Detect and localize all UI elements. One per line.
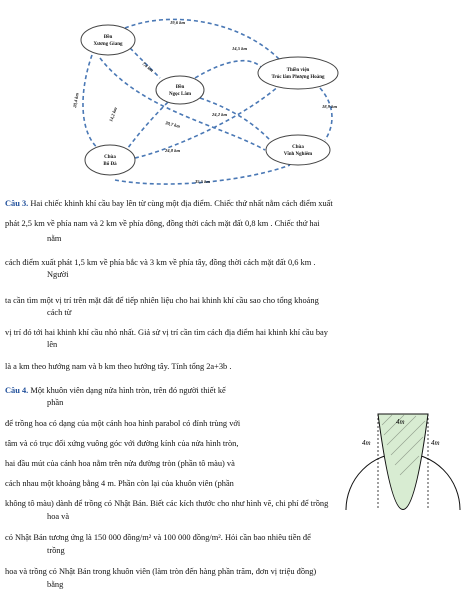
cau3-line-2-wrap: nằm: [47, 234, 62, 243]
places-graph: [0, 0, 461, 190]
cau3-line-2: phát 2,5 km về phía nam và 2 km về phía đông, đồng thời cách mặt đất 0,8 km . Chiếc thứ hai: [5, 219, 320, 228]
node-label: Xương Giang: [93, 42, 123, 47]
cau4-line-8: hoa và trồng cỏ Nhật Bản trong khuôn viên (làm tròn đến hàng phần trăm, đơn vị triệu đồng): [5, 567, 317, 576]
edge-xg-bd: [83, 55, 100, 150]
cau4-line-1-wrap: phần: [47, 398, 64, 407]
edge-tv-vn: [320, 88, 332, 140]
edge-nl-bd: [125, 102, 168, 152]
edge-nl-vn: [200, 98, 270, 140]
cau3-line-4-wrap: cách từ: [47, 308, 72, 317]
node-label: Chùa: [292, 145, 304, 150]
cau3-line-3-wrap: Người: [47, 270, 69, 279]
cau4-line-4: hai đầu mút của cánh hoa nằm trên nửa đường tròn (phần tô màu) và: [5, 459, 235, 468]
edge-label: 24,8 km: [165, 148, 181, 153]
edge-label: 24,2 km: [212, 112, 228, 117]
cau4-line-6-wrap: hoa và: [47, 512, 70, 521]
cau4-line-3: tâm và có trục đối xứng vuông góc với đường kính của nửa hình tròn,: [5, 439, 239, 448]
edge-label: 14,2 km: [108, 106, 119, 123]
node-xuong-giang: [81, 25, 135, 55]
cau3-line-5: vị trí đó tới hai khinh khí cầu nhỏ nhất. Giả sử vị trí cần tìm cách địa điểm hai khinh khí cầu bay: [5, 328, 328, 337]
parabola-petal: [378, 414, 428, 510]
node-bo-da: [85, 145, 135, 175]
edge-xg-tv: [125, 19, 280, 60]
edge-label: 18,9 km: [322, 104, 338, 109]
right-dimension: 4m: [431, 439, 440, 447]
node-label: Thiền viện: [286, 68, 310, 73]
question-label: Câu 4.: [5, 386, 29, 395]
node-vinh-nghiem: [266, 135, 330, 165]
edge-label: 7,6 km: [141, 60, 155, 73]
cau4-line-5: cách nhau một khoảng bằng 4 m. Phần còn lại của khuôn viên (phần: [5, 479, 234, 488]
cau3-line-5-wrap: lên: [47, 340, 58, 349]
edge-label: 20,4 km: [72, 92, 80, 109]
edge-label: 14,5 km: [232, 46, 248, 51]
cau4-line-8-wrap: bằng: [47, 580, 64, 589]
node-label: Ngọc Lâm: [168, 92, 192, 97]
semicircle-figure: [340, 405, 461, 510]
cau4-line-7: cỏ Nhật Bản tương ứng là 150 000 đồng/m² và 100 000 đồng/m². Hỏi cần bao nhiêu tiền để: [5, 533, 311, 542]
cau4-line-7-wrap: trồng: [47, 546, 65, 555]
node-label: Chùa: [104, 155, 116, 160]
cau3-line-4: ta cần tìm một vị trí trên mặt đất để tiếp nhiên liệu cho hai khinh khí cầu sao cho tổng khoảng: [5, 296, 319, 305]
node-label: Đền: [103, 35, 113, 40]
edge-label: 35,5 km: [195, 179, 211, 184]
node-label: Trúc lâm Phượng Hoàng: [271, 75, 325, 80]
left-dimension: 4m: [362, 439, 371, 447]
cau3-line-1: Câu 3. Hai chiếc khinh khí cầu bay lên từ cùng một địa điểm. Chiếc thứ nhất nằm cách điểm xuất: [5, 199, 333, 208]
cau3-line-3: cách điểm xuất phát 1,5 km về phía bắc và 3 km về phía tây, đồng thời cách mặt đất 0,6 km .: [5, 258, 316, 267]
edge-label: 19,6 km: [170, 20, 186, 25]
top-dimension: 4m: [396, 418, 405, 426]
cau4-line-6: không tô màu) dành để trồng cỏ Nhật Bản. Biết các kích thước cho như hình vẽ, chi phí để trồng: [5, 499, 329, 508]
cau4-line-1: Câu 4. Một khuôn viên dạng nửa hình tròn, trên đó người thiết kế: [5, 386, 226, 395]
node-label: Vĩnh Nghiêm: [283, 152, 313, 157]
node-ngoc-lam: [156, 76, 204, 104]
node-label: Bổ Đà: [103, 162, 117, 167]
question-label: Câu 3.: [5, 199, 29, 208]
node-thu-vien: [258, 57, 338, 89]
cau3-line-6: là a km theo hướng nam và b km theo hướng tây. Tính tổng 2a+3b .: [5, 362, 232, 371]
edge-nl-tv: [195, 61, 262, 78]
node-label: Đền: [175, 85, 185, 90]
cau4-line-2: để trồng hoa có dạng của một cánh hoa hình parabol có đỉnh trùng với: [5, 419, 241, 428]
edge-label: 30,7 km: [164, 120, 181, 129]
